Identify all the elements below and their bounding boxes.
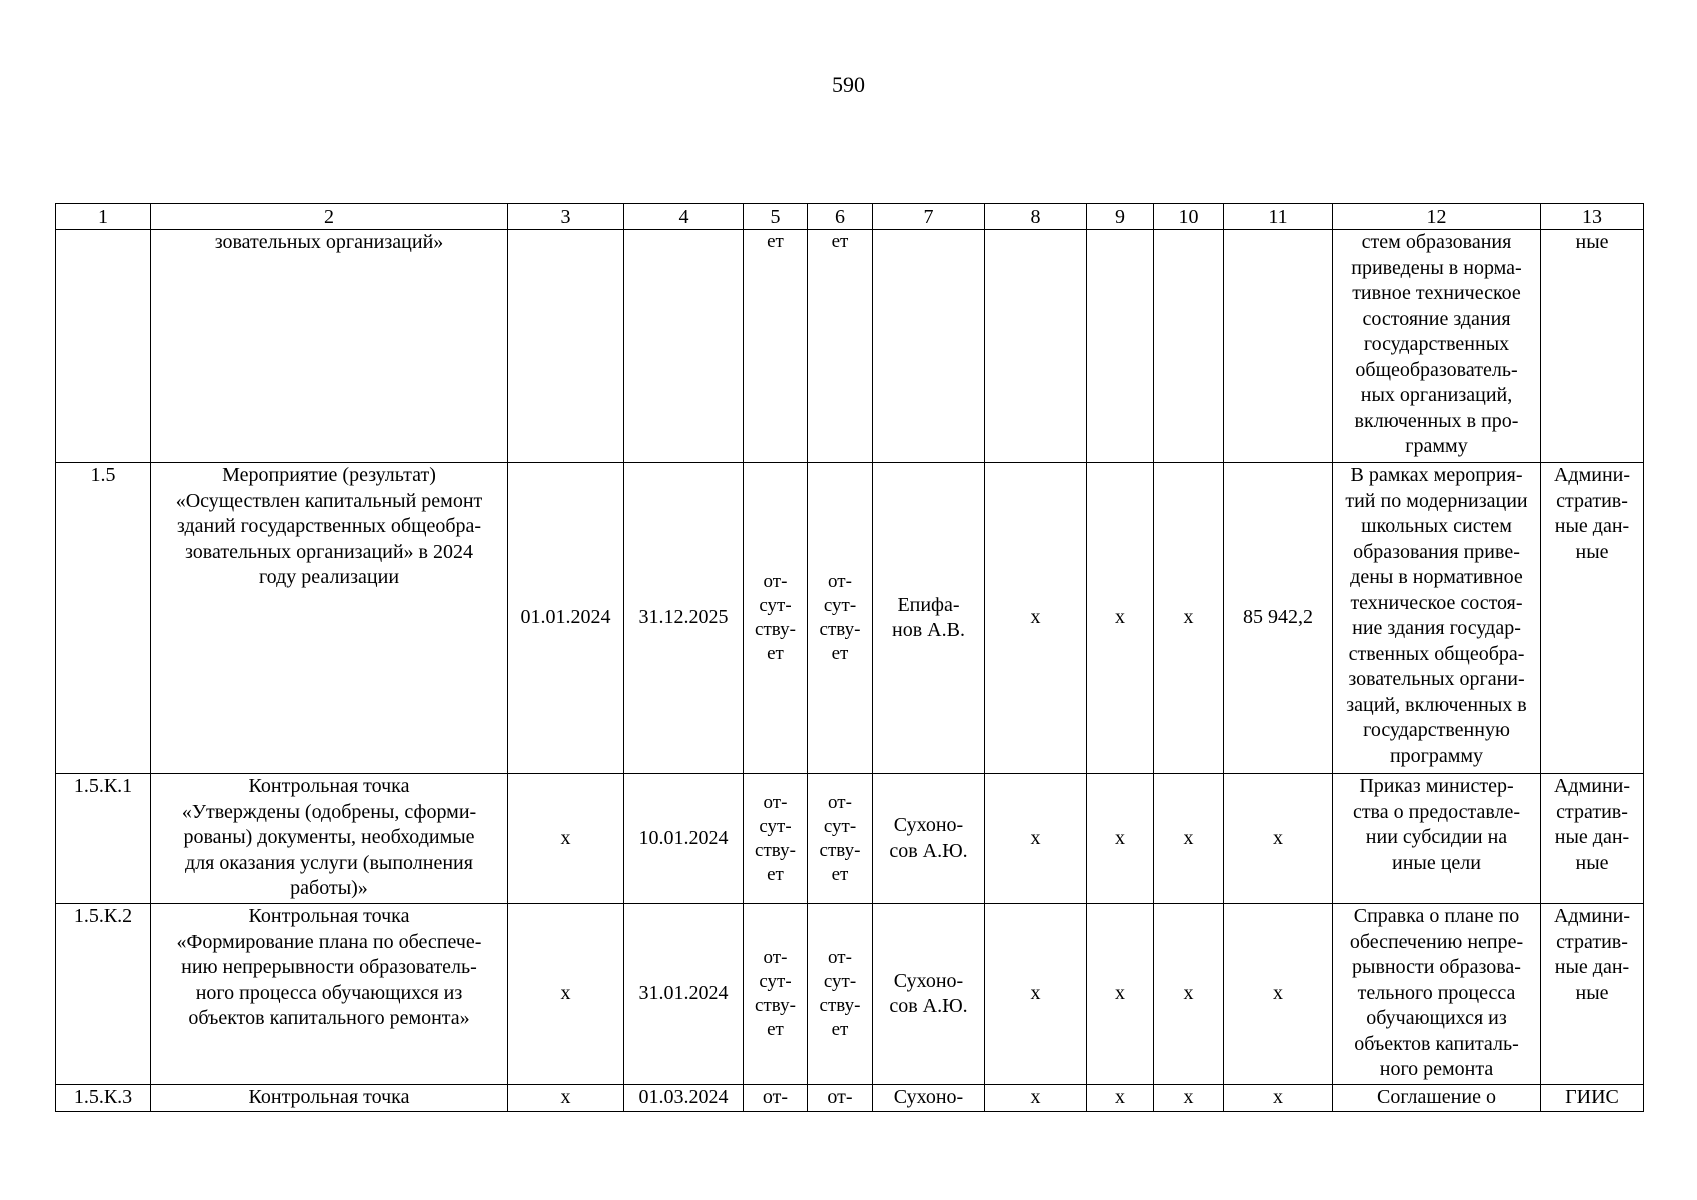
column-number-row bbox=[56, 204, 1644, 230]
start-date-cell: x bbox=[508, 1085, 624, 1112]
source-cell: Админи- стратив- ные дан- ные bbox=[1541, 463, 1644, 774]
table-row bbox=[56, 904, 1644, 1085]
column-number: 13 bbox=[1541, 204, 1644, 230]
end-date-cell bbox=[624, 230, 744, 463]
end-date-cell: 31.12.2025 bbox=[624, 463, 744, 774]
table-row bbox=[56, 1085, 1644, 1112]
result-cell: стем образования приведены в норма- тивное техническое состояние здания государственных общеобразователь- ных организаций, включенных в про- грамму bbox=[1333, 230, 1541, 463]
source-cell: Админи- стратив- ные дан- ные bbox=[1541, 774, 1644, 904]
row-number-cell bbox=[56, 230, 151, 463]
end-date-cell: 01.03.2024 bbox=[624, 1085, 744, 1112]
column-9-cell bbox=[1087, 230, 1154, 463]
table-row bbox=[56, 463, 1644, 774]
column-5-cell: от- сут- ству- ет bbox=[744, 904, 808, 1085]
column-9-cell: x bbox=[1087, 463, 1154, 774]
column-8-cell: x bbox=[985, 1085, 1087, 1112]
row-number-cell: 1.5.К.1 bbox=[56, 774, 151, 904]
column-number: 7 bbox=[873, 204, 985, 230]
amount-cell: 85 942,2 bbox=[1224, 463, 1333, 774]
column-6-cell: от- сут- ству- ет bbox=[808, 463, 873, 774]
amount-cell: x bbox=[1224, 904, 1333, 1085]
column-number: 5 bbox=[744, 204, 808, 230]
description-cell: Контрольная точка bbox=[151, 1085, 508, 1112]
column-number: 3 bbox=[508, 204, 624, 230]
column-6-cell: от- bbox=[808, 1085, 873, 1112]
column-10-cell: x bbox=[1154, 904, 1224, 1085]
responsible-cell bbox=[873, 230, 985, 463]
column-number: 10 bbox=[1154, 204, 1224, 230]
start-date-cell: x bbox=[508, 774, 624, 904]
amount-cell bbox=[1224, 230, 1333, 463]
amount-cell: x bbox=[1224, 1085, 1333, 1112]
column-number: 11 bbox=[1224, 204, 1333, 230]
result-cell: Справка о плане по обеспечению непре- рывности образова- тельного процесса обучающихся из объектов капиталь- ного ремонта bbox=[1333, 904, 1541, 1085]
column-6-cell: от- сут- ству- ет bbox=[808, 774, 873, 904]
column-number: 12 bbox=[1333, 204, 1541, 230]
result-cell: Соглашение о bbox=[1333, 1085, 1541, 1112]
column-5-cell: ет bbox=[744, 230, 808, 463]
column-10-cell: x bbox=[1154, 774, 1224, 904]
column-10-cell: x bbox=[1154, 1085, 1224, 1112]
end-date-cell: 31.01.2024 bbox=[624, 904, 744, 1085]
column-6-cell: ет bbox=[808, 230, 873, 463]
responsible-cell: Сухоно- сов А.Ю. bbox=[873, 774, 985, 904]
column-number: 6 bbox=[808, 204, 873, 230]
column-number: 8 bbox=[985, 204, 1087, 230]
source-cell: ГИИС bbox=[1541, 1085, 1644, 1112]
start-date-cell bbox=[508, 230, 624, 463]
column-number: 2 bbox=[151, 204, 508, 230]
row-number-cell: 1.5 bbox=[56, 463, 151, 774]
amount-cell: x bbox=[1224, 774, 1333, 904]
description-cell: Контрольная точка «Формирование плана по обеспече- нию непрерывности образователь- ного процесса обучающихся из объектов капитального ремонта» bbox=[151, 904, 508, 1085]
start-date-cell: 01.01.2024 bbox=[508, 463, 624, 774]
column-9-cell: x bbox=[1087, 1085, 1154, 1112]
column-8-cell: x bbox=[985, 774, 1087, 904]
table-row bbox=[56, 230, 1644, 463]
responsible-cell: Епифа- нов А.В. bbox=[873, 463, 985, 774]
column-number: 1 bbox=[56, 204, 151, 230]
column-number: 4 bbox=[624, 204, 744, 230]
result-cell: В рамках мероприя- тий по модернизации школьных систем образования приве- дены в нормативное техническое состоя- ние здания государ- ственных общеобра- зовательных органи- заций, включенных в государственную программу bbox=[1333, 463, 1541, 774]
column-10-cell: x bbox=[1154, 463, 1224, 774]
description-cell: зовательных организаций» bbox=[151, 230, 508, 463]
source-cell: Админи- стратив- ные дан- ные bbox=[1541, 904, 1644, 1085]
column-10-cell bbox=[1154, 230, 1224, 463]
column-9-cell: x bbox=[1087, 904, 1154, 1085]
responsible-cell: Сухоно- bbox=[873, 1085, 985, 1112]
page-number: 590 bbox=[832, 72, 865, 97]
description-cell: Мероприятие (результат) «Осуществлен капитальный ремонт зданий государственных общеобра- зовательных организаций» в 2024 году реализации bbox=[151, 463, 508, 774]
row-number-cell: 1.5.К.3 bbox=[56, 1085, 151, 1112]
column-number: 9 bbox=[1087, 204, 1154, 230]
plan-table bbox=[55, 203, 1644, 1112]
table-row bbox=[56, 774, 1644, 904]
column-8-cell bbox=[985, 230, 1087, 463]
end-date-cell: 10.01.2024 bbox=[624, 774, 744, 904]
responsible-cell: Сухоно- сов А.Ю. bbox=[873, 904, 985, 1085]
column-8-cell: x bbox=[985, 463, 1087, 774]
column-8-cell: x bbox=[985, 904, 1087, 1085]
row-number-cell: 1.5.К.2 bbox=[56, 904, 151, 1085]
description-cell: Контрольная точка «Утверждены (одобрены, сформи- рованы) документы, необходимые для оказания услуги (выполнения работы)» bbox=[151, 774, 508, 904]
source-cell: ные bbox=[1541, 230, 1644, 463]
column-5-cell: от- сут- ству- ет bbox=[744, 463, 808, 774]
result-cell: Приказ министер- ства о предоставле- нии субсидии на иные цели bbox=[1333, 774, 1541, 904]
column-9-cell: x bbox=[1087, 774, 1154, 904]
column-5-cell: от- bbox=[744, 1085, 808, 1112]
start-date-cell: x bbox=[508, 904, 624, 1085]
column-6-cell: от- сут- ству- ет bbox=[808, 904, 873, 1085]
column-5-cell: от- сут- ству- ет bbox=[744, 774, 808, 904]
